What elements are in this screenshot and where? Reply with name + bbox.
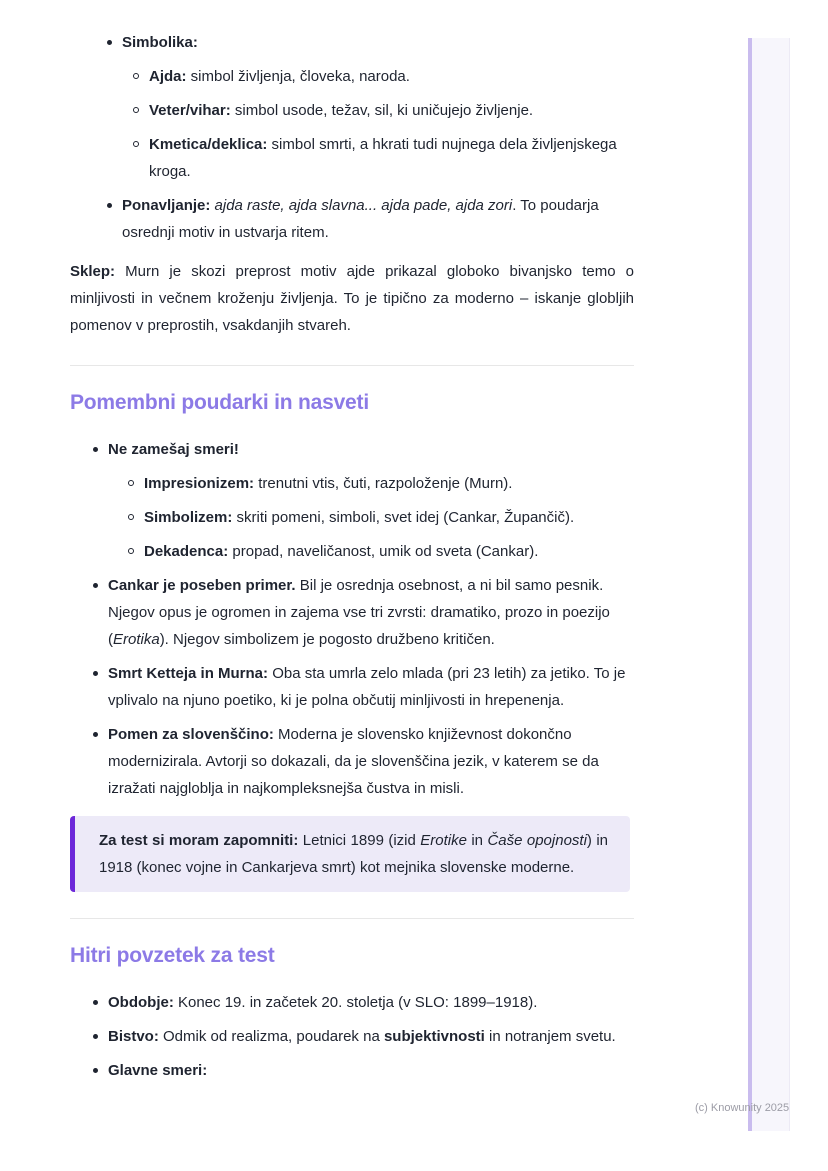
list-item-ponavljanje: Ponavljanje: ajda raste, ajda slavna... ajda pade, ajda zori. To poudarja osrednji motiv in ustvarja ritem. bbox=[122, 192, 634, 246]
section-divider bbox=[70, 365, 634, 366]
list-item-text: Ne zamešaj smeri! bbox=[108, 441, 239, 458]
copyright-watermark: (c) Knowunity 2025 bbox=[695, 1102, 790, 1114]
list-item-kmetica: Kmetica/deklica: simbol smrti, a hkrati tudi nujnega dela življenjskega kroga. bbox=[149, 131, 634, 185]
highlight-callout bbox=[70, 816, 630, 892]
list-item-text: Simbolika: bbox=[122, 34, 198, 51]
list-item-obdobje: Obdobje: Konec 19. in začetek 20. stoletja (v SLO: 1899–1918). bbox=[108, 989, 634, 1016]
callout-text: Za test si moram zapomniti: Letnici 1899 (izid Erotike in Čaše opojnosti) in 1918 (konec vojne in Cankarjeva smrt) kot mejnika slovenske moderne. bbox=[99, 832, 609, 876]
symbolism-list bbox=[70, 29, 634, 246]
page-content bbox=[70, 0, 634, 1091]
list-item-smrt: Smrt Ketteja in Murna: Oba sta umrla zelo mlada (pri 23 letih) za jetiko. To je vplivalo na njuno poetiko, ki je polna občutij minljivosti in hrepenenja. bbox=[108, 660, 634, 714]
symbolism-sublist bbox=[122, 63, 634, 185]
section-divider bbox=[70, 918, 634, 919]
list-item-impresionizem: Impresionizem: trenutni vtis, čuti, razpoloženje (Murn). bbox=[144, 470, 634, 497]
section-heading-poudarki: Pomembni poudarki in nasveti bbox=[70, 391, 369, 414]
list-item-cankar: Cankar je poseben primer. Bil je osrednja osebnost, a ni bil samo pesnik. Njegov opus je ogromen in zajema vse tri zvrsti: dramatiko, prozo in poezijo (Erotika). Njegov simbolizem je pogosto družbeno kritičen. bbox=[108, 572, 634, 653]
poudarki-list bbox=[70, 436, 634, 802]
list-item-simbolika bbox=[122, 29, 634, 185]
list-item-ajda: Ajda: simbol življenja, človeka, naroda. bbox=[149, 63, 634, 90]
list-item-veter: Veter/vihar: simbol usode, težav, sil, ki uničujejo življenje. bbox=[149, 97, 634, 124]
section-heading-povzetek: Hitri povzetek za test bbox=[70, 944, 275, 967]
list-item-dekadenca: Dekadenca: propad, naveličanost, umik od sveta (Cankar). bbox=[144, 538, 634, 565]
smeri-sublist bbox=[108, 470, 634, 565]
list-item-simbolizem: Simbolizem: skriti pomeni, simboli, svet idej (Cankar, Župančič). bbox=[144, 504, 634, 531]
list-item-glavne-smeri: Glavne smeri: bbox=[108, 1057, 634, 1084]
sklep-paragraph: Sklep: Murn je skozi preprost motiv ajde prikazal globoko bivanjsko temo o minljivosti in večnem kroženju življenja. To je tipično za moderno – iskanje globljih pomenov v preprostih, vsakdanjih stvareh. bbox=[70, 263, 634, 334]
list-item-ne-zamesaj bbox=[108, 436, 634, 565]
list-item-pomen: Pomen za slovenščino: Moderna je slovensko književnost dokončno modernizirala. Avtorji so dokazali, da je slovenščina jezik, v katerem se da izražati najgloblja in najkompleksnejša čustva in misli. bbox=[108, 721, 634, 802]
povzetek-list bbox=[70, 989, 634, 1084]
next-page-edge-strip bbox=[748, 38, 790, 1131]
list-item-bistvo: Bistvo: Odmik od realizma, poudarek na subjektivnosti in notranjem svetu. bbox=[108, 1023, 634, 1050]
